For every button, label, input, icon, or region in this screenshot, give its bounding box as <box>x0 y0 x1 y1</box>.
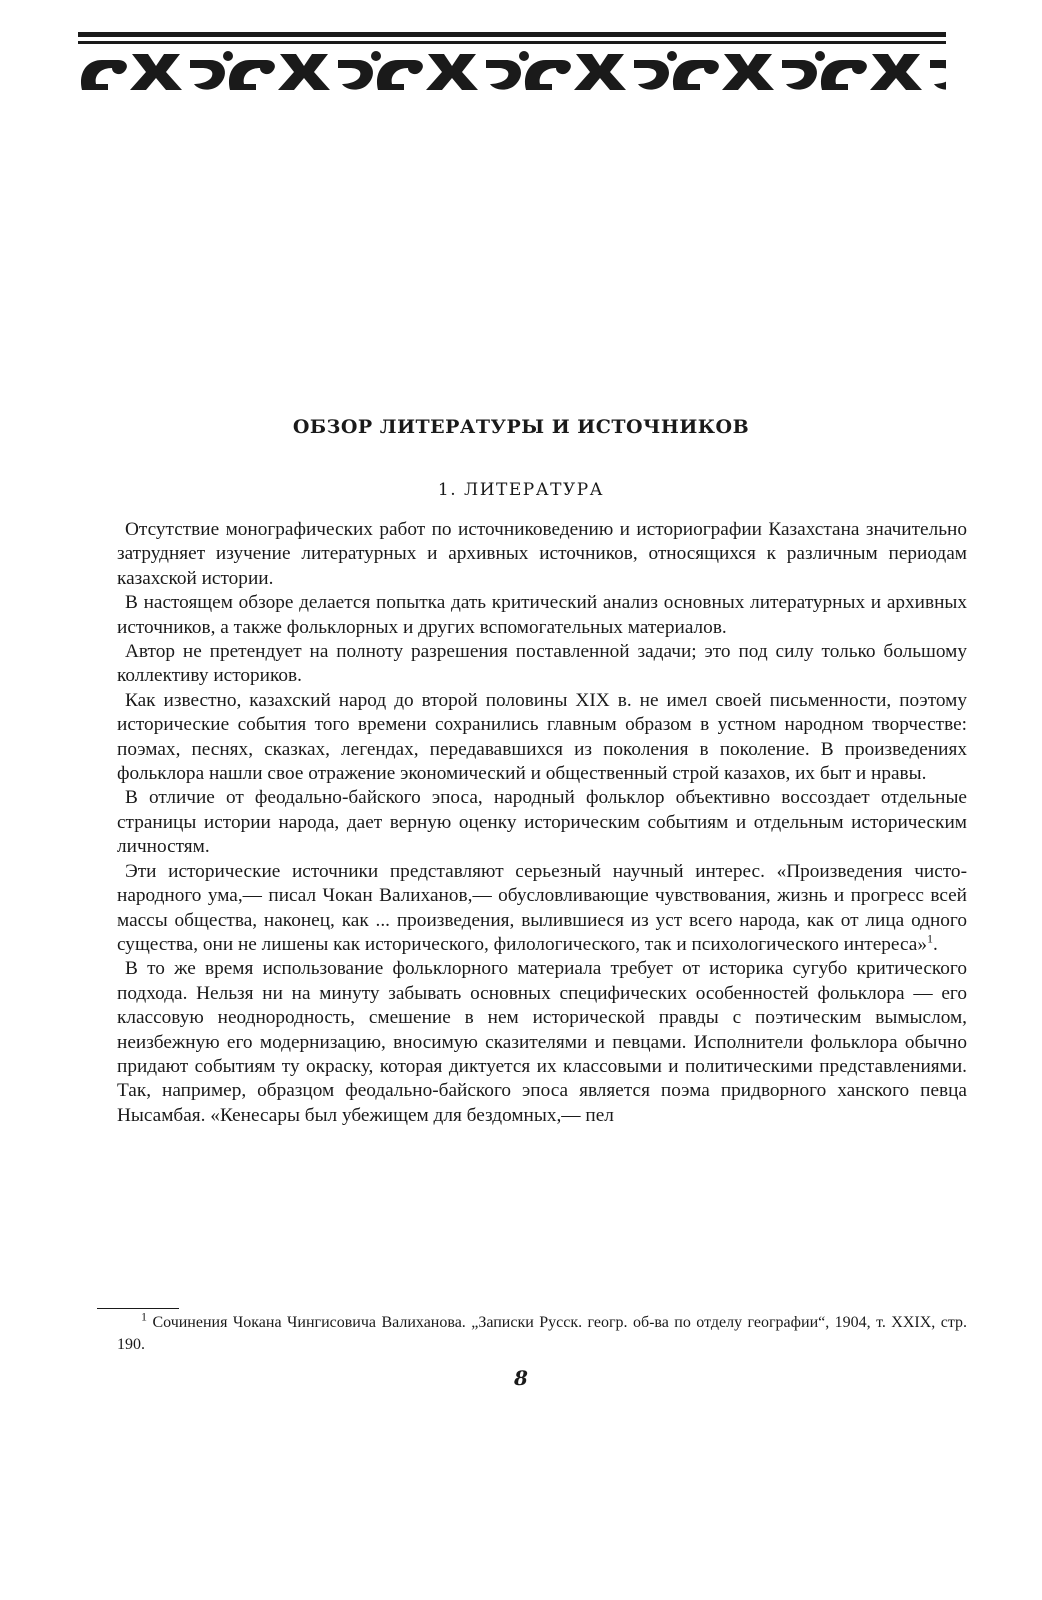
paragraph: Автор не претендует на полноту разрешения поставленной задачи; это под силу только большому коллективу историков. <box>117 641 967 687</box>
ornamental-border <box>78 30 946 95</box>
footnote-text: Сочинения Чокана Чингисовича Валиханова. „Записки Русск. геогр. об-ва по отделу географии“, 1904, т. XXIX, стр. 190. <box>117 1314 968 1353</box>
paragraph: В настоящем обзоре делается попытка дать критический анализ основных литературных и архивных источников, а также фольклорных и других вспомогательных материалов. <box>117 592 967 638</box>
page-title: ОБЗОР ЛИТЕРАТУРЫ И ИСТОЧНИКОВ <box>292 416 750 438</box>
footnote <box>117 1309 968 1356</box>
footnote-mark: 1 <box>141 1309 147 1324</box>
paragraph: Как известно, казахский народ до второй половины XIX в. не имел своей письменности, поэтому исторические события того времени сохранились главным образом в устном народном творчестве: поэмах, песнях, сказках, легендах, передававшихся из поколения в поколение. В произведениях фольклора нашли свое отражение экономический и общественный строй казахов, их быт и нравы. <box>117 689 967 785</box>
body-text <box>117 518 967 1128</box>
paragraph: В отличие от феодально-байского эпоса, народный фольклор объективно воссоздает отдельные страницы истории народа, дает верную оценку историческим событиям и отдельным историческим личностям. <box>117 787 967 858</box>
page-number: 8 <box>514 1366 528 1390</box>
paragraph-with-footnote <box>117 860 967 958</box>
footnote-reference: 1 <box>926 931 933 946</box>
footnote-rule <box>97 1308 179 1309</box>
paragraph: В то же время использование фольклорного материала требует от историка сугубо критического подхода. Нельзя ни на минуту забывать основных специфических особенностей фольклора — его классовую неоднородность, смешение в нем исторической правды с поэтическим вымыслом, неизбежную его модернизацию, вносимую сказителями и певцами. Исполнители фольклора обычно придают событиям ту окраску, которая диктуется их классовыми и политическими представлениями. Так, например, образцом феодально-байского эпоса является поэма придворного ханского певца Нысамбая. «Кенесары был убежищем для бездомных,— пел <box>117 958 967 1126</box>
paragraph-text: Эти исторические источники представляют серьезный научный интерес. «Произведения чисто-народного ума,— писал Чокан Валиханов,— обусловливающие чувствования, жизнь и прогресс всей массы общества, наконец, как ... произведения, вылившиеся из уст всего народа, как от лица одного существа, они не лишены как исторического, филологического, так и психологического интереса» <box>117 860 967 955</box>
section-heading: 1. ЛИТЕРАТУРА <box>437 480 605 500</box>
paragraph-tail: . <box>932 933 938 955</box>
paragraph: Отсутствие монографических работ по источниковедению и историографии Казахстана значительно затрудняет изучение литературных и архивных источников, относящихся к различным периодам казахской истории. <box>117 519 967 589</box>
